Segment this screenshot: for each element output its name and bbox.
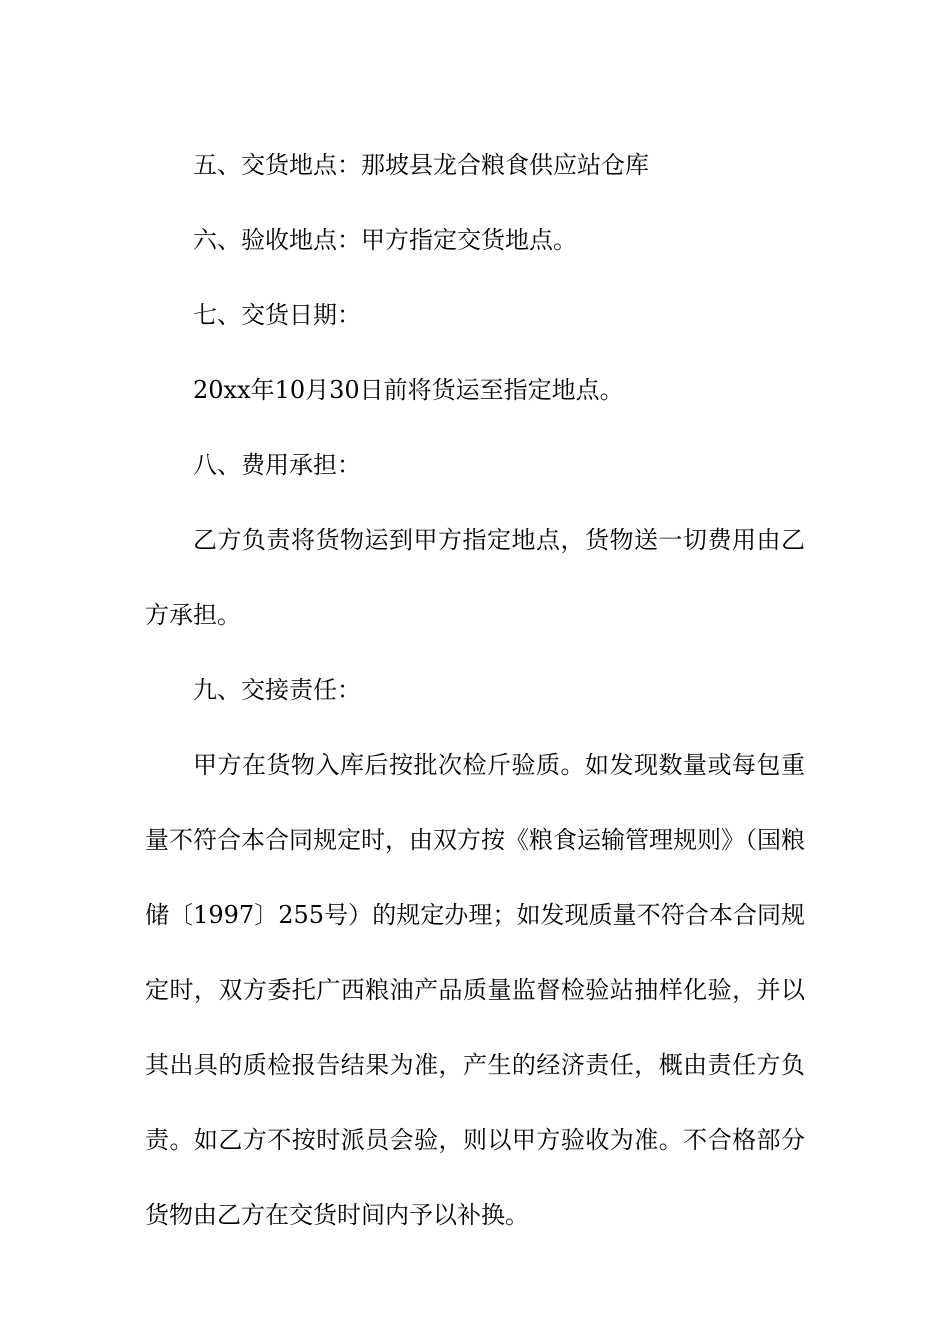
paragraph-inspection-location: 六、验收地点：甲方指定交货地点。 (193, 226, 577, 254)
paragraph-cost-heading: 八、费用承担： (193, 451, 361, 479)
paragraph-handover-terms: 甲方在货物入库后按批次检斤验质。如发现数量或每包重量不符合本合同规定时，由双方按《粮食运输管理规则》（国粮储〔1997〕255号）的规定办理；如发现质量不符合本合同规定时，双方委托广西粮油产品质量监督检验站抽样化验，并以其出具的质检报告结果为准，产生的经济责任，概由责任方负责。如乙方不按时派员会验，则以甲方验收为准。不合格部分货物由乙方在交货时间内予以补换。 (145, 751, 805, 1229)
paragraph-delivery-date: 20xx年10月30日前将货运至指定地点。 (193, 376, 624, 404)
paragraph-cost-terms: 乙方负责将货物运到甲方指定地点，货物送一切费用由乙方承担。 (145, 526, 805, 629)
paragraph-delivery-date-heading: 七、交货日期： (193, 301, 361, 329)
document-body (145, 128, 805, 1253)
paragraph-handover-heading: 九、交接责任： (193, 676, 361, 704)
paragraph-delivery-location: 五、交货地点：那坡县龙合粮食供应站仓库 (193, 151, 649, 179)
